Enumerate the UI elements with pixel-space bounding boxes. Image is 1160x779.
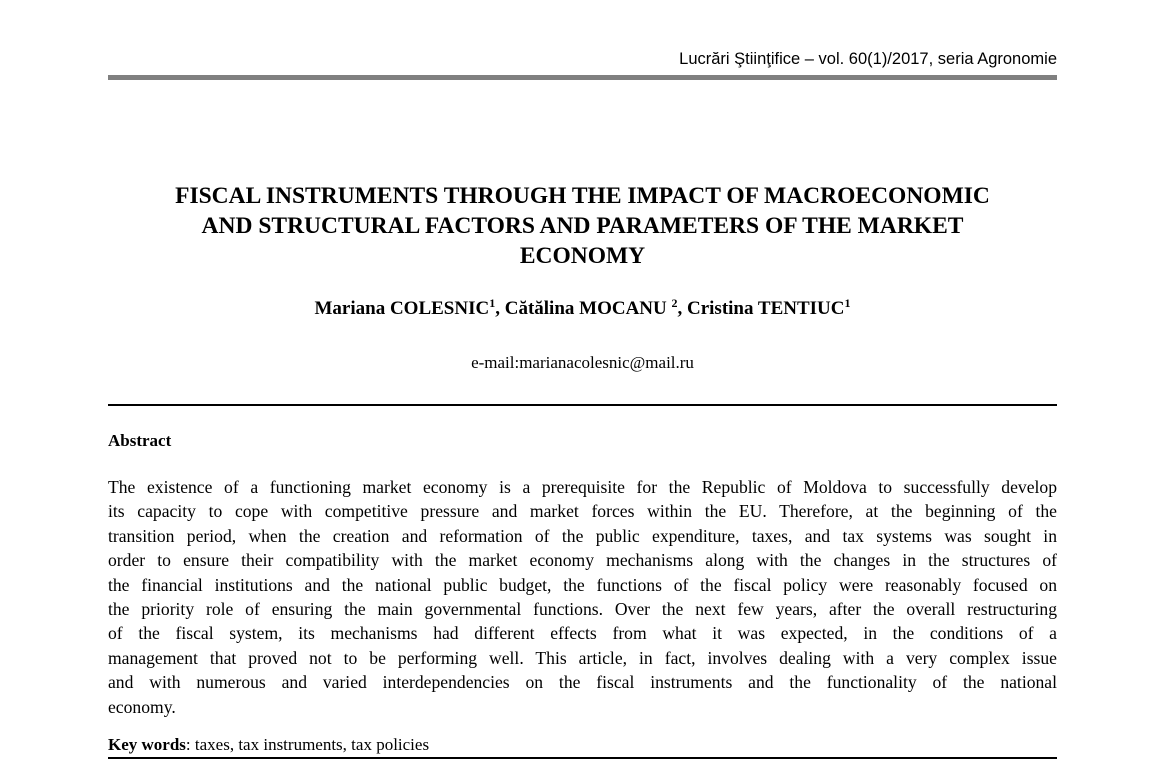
author-name: Cristina TENTIUC [687,298,845,319]
keywords-label: Key words [108,735,186,754]
abstract-body [108,475,1057,719]
abstract-line: of the fiscal system, its mechanisms had different effects from what it was expected, in the conditions of a [108,623,1057,644]
title-line: AND STRUCTURAL FACTORS AND PARAMETERS OF THE MARKET [201,213,964,239]
abstract-line: management that proved not to be performing well. This article, in fact, involves dealing with a very complex issue [108,647,1057,668]
affiliation-mark: 2 [671,296,678,310]
section-rule [108,404,1057,406]
separator: , [495,298,505,319]
keywords-value: : taxes, tax instruments, tax policies [185,735,430,754]
abstract-heading: Abstract [108,431,172,450]
keywords [108,735,429,755]
abstract-line: and with numerous and varied interdependencies on the fiscal instruments and the functionality of the national [108,672,1057,693]
abstract-line: the priority role of ensuring the main governmental functions. Over the next few years, after the overall restructuring [108,599,1057,620]
header-rule [108,75,1057,80]
author-name: Mariana COLESNIC [314,298,490,319]
title-line: FISCAL INSTRUMENTS THROUGH THE IMPACT OF MACROECONOMIC [175,183,990,209]
paper-title [108,181,1057,271]
abstract-line: its capacity to cope with competitive pressure and market forces within the EU. Therefore, at the beginning of the [108,501,1057,522]
abstract-line: the financial institutions and the national public budget, the functions of the fiscal policy were reasonably focused on [108,574,1057,595]
title-line: ECONOMY [519,243,646,269]
author-name: Cătălina MOCANU [504,298,672,319]
affiliation-mark: 1 [844,296,851,310]
bottom-rule [108,757,1057,759]
journal-header: Lucrări Ştiinţifice – vol. 60(1)/2017, seria Agronomie [679,50,1057,68]
affiliation-mark: 1 [489,296,496,310]
abstract-line: The existence of a functioning market economy is a prerequisite for the Republic of Moldova to successfully develop [108,477,1057,497]
abstract-line: order to ensure their compatibility with the market economy mechanisms along with the changes in the structures of [108,550,1057,571]
abstract-line: transition period, when the creation and reformation of the public expenditure, taxes, and tax systems was sought in [108,525,1057,546]
abstract-line: economy. [108,696,176,717]
authors [108,298,1057,320]
separator: , [677,298,687,319]
author-email: e-mail:marianacolesnic@mail.ru [471,353,694,372]
